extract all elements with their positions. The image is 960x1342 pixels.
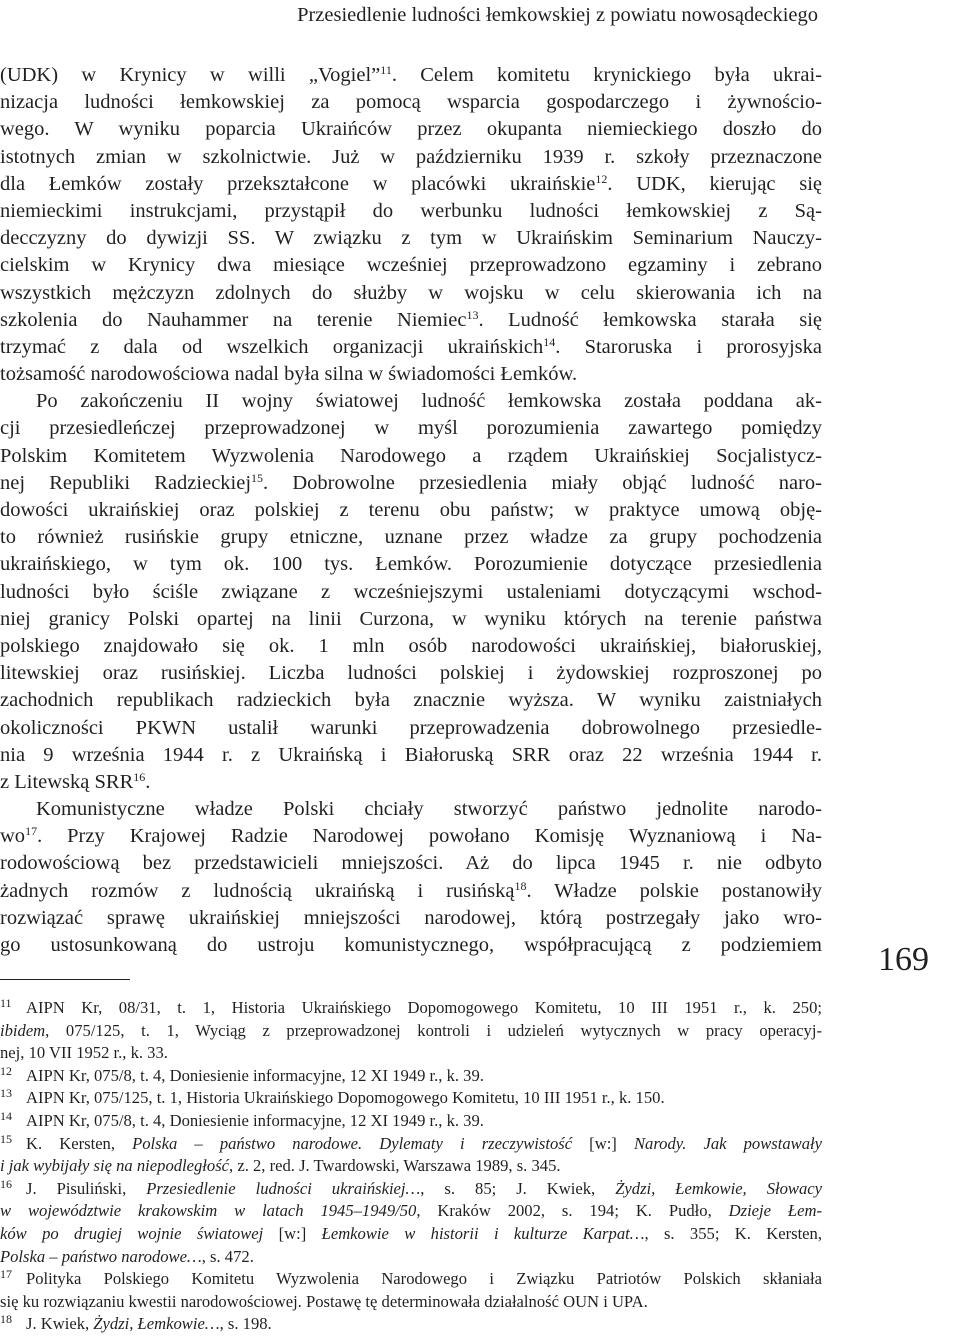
body-line: Komunistyczne władze Polski chciały stworzyć państwo jednolite narodo- xyxy=(36,798,822,821)
body-line: dla Łemków zostały przekształcone w placówki ukraińskie$^{12}$. UDK, kierując się xyxy=(0,171,822,195)
page-number: 169 xyxy=(878,941,929,978)
body-line: go ustosunkowaną do ustroju komunistycznego, współpracującą z podziemiem xyxy=(0,934,822,956)
body-line: nej Republiki Radzieckiej$^{15}$. Dobrowolne przesiedlenia miały objąć ludność naro- xyxy=(0,470,822,494)
body-line: ludności było ściśle związane z wcześniejszymi ustaleniami dotyczącymi wschod- xyxy=(0,580,822,603)
body-line: litewskiej oraz rusińskiej. Liczba ludności polskiej i żydowskiej rozproszonej po xyxy=(0,662,822,685)
footnote-17: 17 Polityka Polskiego Komitetu Wyzwolenia Narodowego i Związku Patriotów Polskich skłaniała się ku rozwiązaniu kwestii narodowościowej. Postawę tę determinowała działalność OUN i UPA. xyxy=(0,1267,822,1311)
body-line: rodowościową bez przedstawicieli mniejszości. Aż do lipca 1945 r. nie odbyto xyxy=(0,852,822,875)
body-line: cji przesiedleńczej przeprowadzonej w myśl porozumienia zawartego pomiędzy xyxy=(0,417,822,440)
body-line: to również rusińskie grupy etniczne, uznane przez władze za grupy pochodzenia xyxy=(0,526,822,549)
footnote-11: 11 AIPN Kr, 08/31, t. 1, Historia Ukraińskiego Dopomogowego Komitetu, 10 III 1951 r., k. 250; ibidem, 075/125, t. 1, Wyciąg z przeprowadzonej kontroli i udzieleń wytycznych w pracy operacyj- nej, 10 VII 1952 r., k. 33. xyxy=(0,996,822,1063)
footnote-13: 13 AIPN Kr, 075/125, t. 1, Historia Ukraińskiego Dopomogowego Komitetu, 10 III 1951 r., k. 150. xyxy=(0,1086,665,1108)
body-line: wego. W wyniku poparcia Ukraińców przez okupanta niemieckiego doszło do xyxy=(0,118,822,141)
body-text xyxy=(0,62,822,959)
body-line: Po zakończeniu II wojny światowej ludność łemkowska została poddana ak- xyxy=(36,390,822,413)
body-line: istotnych zmian w szkolnictwie. Już w październiku 1939 r. szkoły przeznaczone xyxy=(0,145,822,168)
body-line: ukraińskiego, w tym ok. 100 tys. Łemków. Porozumienie dotyczące przesiedlenia xyxy=(0,553,822,576)
body-line: tożsamość narodowościowa nadal była silna w świadomości Łemków. xyxy=(0,363,578,386)
body-line: szkolenia do Nauhammer na terenie Niemiec$^{13}$. Ludność łemkowska starała się xyxy=(0,307,822,331)
body-line: Polskim Komitetem Wyzwolenia Narodowego a rządem Ukraińskiej Socjalistycz- xyxy=(0,444,822,467)
body-line: wszystkich mężczyzn zdolnych do służby w wojsku w celu skierowania ich na xyxy=(0,281,822,304)
footnote-18: 18 J. Kwiek, Żydzi, Łemkowie…, s. 198. xyxy=(0,1312,272,1334)
body-line: niemieckimi instrukcjami, przystąpił do werbunku ludności łemkowskiej z Są- xyxy=(0,199,822,222)
body-line: cielskim w Krynicy dwa miesiące wcześniej przeprowadzono egzaminy i zebrano xyxy=(0,254,822,277)
footnote-15: 15 K. Kersten, Polska – państwo narodowe. Dylematy i rzeczywistość [w:] Narody. Jak powstawały i jak wybijały się na niepodległość, z. 2, red. J. Twardowski, Warszawa 1989, s. 345. xyxy=(0,1131,822,1176)
body-line: $wo^{17}$. Przy Krajowej Radzie Narodowej powołano Komisję Wyznaniową i Na- xyxy=(0,824,822,848)
footnotes xyxy=(0,997,822,1336)
body-line: żadnych rozmów z ludnością ukraińską i rusińską$^{18}$. Władze polskie postanowiły xyxy=(0,878,823,902)
body-line: polskiego znajdowało się ok. 1 mln osób narodowości ukraińskiej, białoruskiej, xyxy=(0,634,822,657)
footnote-14: 14 AIPN Kr, 075/8, t. 4, Doniesienie informacyjne, 12 XI 1949 r., k. 39. xyxy=(0,1108,484,1130)
body-line: zachodnich republikach radzieckich była znacznie wyższa. W wyniku zaistniałych xyxy=(0,689,822,712)
running-header: Przesiedlenie ludności łemkowskiej z powiatu nowosądeckiego xyxy=(297,4,818,26)
body-line: decczyzny do dywizji SS. W związku z tym w Ukraińskim Seminarium Nauczy- xyxy=(0,227,822,250)
body-line: nia 9 września 1944 r. z Ukraińską i Białoruską SRR oraz 22 września 1944 r. xyxy=(0,743,822,766)
footnote-divider xyxy=(0,979,130,980)
body-line: (UDK) w Krynicy w willi „Vogiel”$^{11}$. Celem komitetu krynickiego była ukrai- xyxy=(0,63,822,86)
body-line: dowości ukraińskiej oraz polskiej z terenu obu państw; w praktyce umową obję- xyxy=(0,499,822,521)
body-line: niej granicy Polski opartej na linii Curzona, w wyniku których na terenie państwa xyxy=(0,607,822,630)
body-line: nizacja ludności łemkowskiej za pomocą wsparcia gospodarczego i żywnościo- xyxy=(0,91,822,114)
body-line: rozwiązać sprawę ukraińskiej mniejszości narodowej, którą postrzegały jako wro- xyxy=(0,906,822,929)
footnote-12: 12 AIPN Kr, 075/8, t. 4, Doniesienie informacyjne, 12 XI 1949 r., k. 39. xyxy=(0,1063,484,1085)
body-line: okoliczności PKWN ustalił warunki przeprowadzenia dobrowolnego przesiedle- xyxy=(0,716,822,739)
body-line: z Litewską SRR$^{16}$. xyxy=(0,769,151,793)
footnote-16: 16 J. Pisuliński, Przesiedlenie ludności ukraińskiej…, s. 85; J. Kwiek, Żydzi, Łemkowie, Słowacy w województwie krakowskim w latach 1945–1949/50, Kraków 2002, s. 194; K. Pudło, Dzieje Łem- ków po drugiej wojnie światowej [w:] Łemkowie w historii i kulturze Karpat…, s. 355; K. Kersten, Polska – państwo narodowe…, s. 472. xyxy=(0,1176,823,1266)
body-line: trzymać z dala od wszelkich organizacji ukraińskich$^{14}$. Staroruska i prorosyjska xyxy=(0,334,822,358)
